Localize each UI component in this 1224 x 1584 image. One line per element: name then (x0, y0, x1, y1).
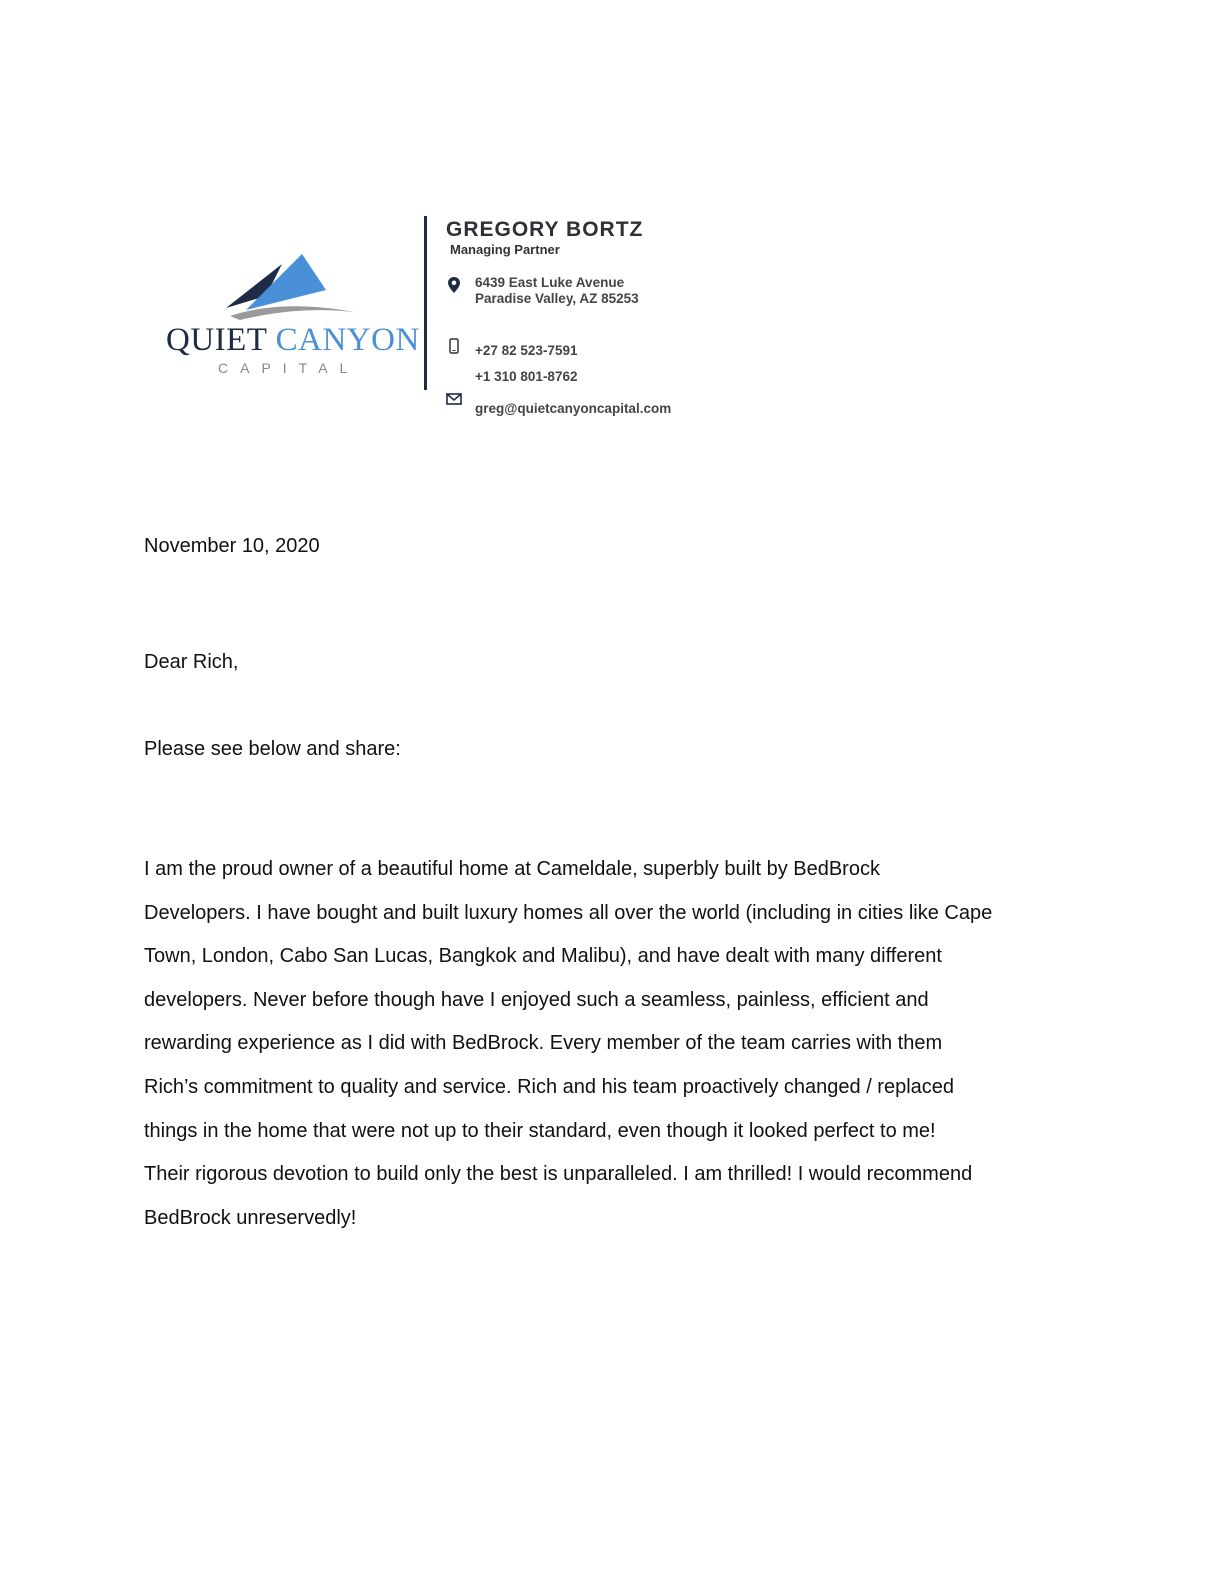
letterhead (160, 214, 740, 424)
body-line: rewarding experience as I did with BedBrock. Every member of the team carries with them (144, 1032, 943, 1055)
letterhead-divider (424, 216, 427, 390)
address-line-2: Paradise Valley, AZ 85253 (475, 291, 639, 306)
contact-block (446, 218, 746, 416)
company-subtitle: CAPITAL (218, 360, 360, 376)
company-name-word-canyon: CANYON (275, 322, 420, 358)
letter-body (144, 848, 1084, 1240)
location-pin-icon (446, 276, 462, 294)
body-line: I am the proud owner of a beautiful home at Cameldale, superbly built by BedBrock (144, 858, 880, 880)
mountain-logo-icon (220, 238, 360, 328)
phone-2: +1 310 801-8762 (475, 369, 578, 384)
company-name (166, 322, 420, 359)
letter-intro: Please see below and share: (144, 738, 401, 760)
contact-name: GREGORY BORTZ (446, 218, 644, 241)
letter-date: November 10, 2020 (144, 535, 320, 557)
company-name-word-quiet: QUIET (166, 322, 267, 358)
body-line: developers. Never before though have I enjoyed such a seamless, painless, efficient and (144, 988, 929, 1011)
body-line: Developers. I have bought and built luxury homes all over the world (including in cities like Cape (144, 901, 993, 924)
letter-salutation: Dear Rich, (144, 651, 239, 673)
address-line-1: 6439 East Luke Avenue (475, 275, 625, 290)
body-line: BedBrock unreservedly! (144, 1206, 357, 1229)
email-address: greg@quietcanyoncapital.com (475, 401, 672, 416)
contact-title: Managing Partner (450, 242, 560, 257)
body-line: Town, London, Cabo San Lucas, Bangkok and Malibu), and have dealt with many different (144, 945, 942, 968)
body-line: things in the home that were not up to their standard, even though it looked perfect to me! (144, 1119, 936, 1142)
phone-1: +27 82 523-7591 (475, 343, 578, 358)
body-line: Their rigorous devotion to build only the best is unparalleled. I am thrilled! I would recommend (144, 1163, 973, 1186)
body-line: Rich’s commitment to quality and service. Rich and his team proactively changed / replaced (144, 1075, 955, 1098)
phone-icon (446, 338, 462, 356)
envelope-icon (446, 390, 462, 408)
